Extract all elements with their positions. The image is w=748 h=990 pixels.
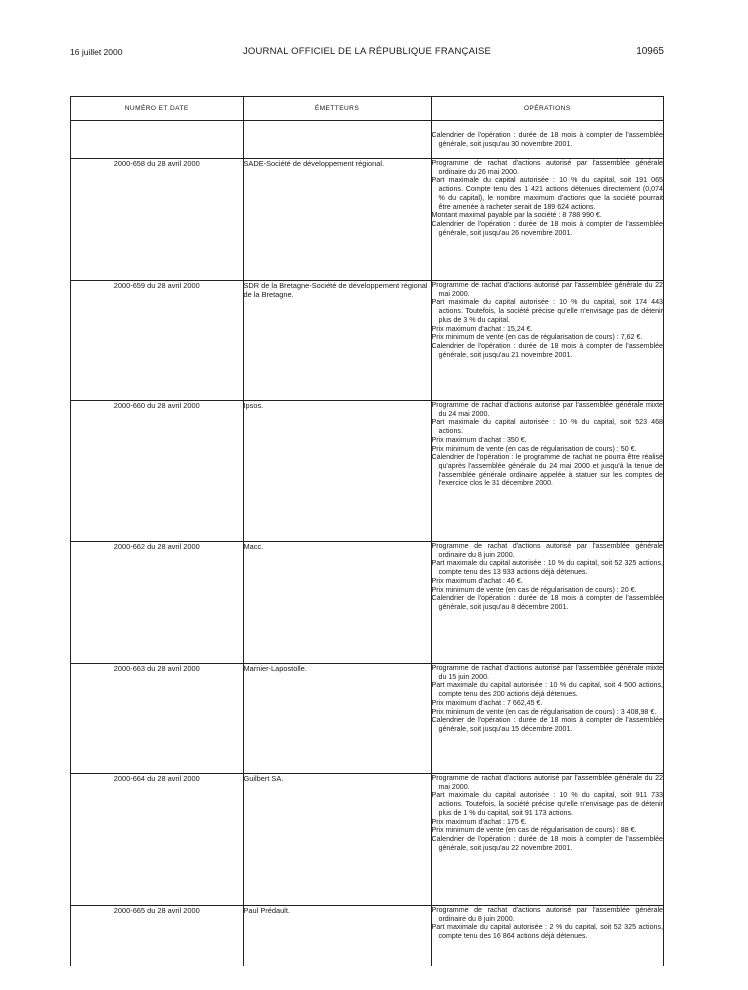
column-header-emetteurs: ÉMETTEURS — [243, 97, 431, 121]
cell-emetteur: Macc. — [243, 542, 431, 664]
operation-line: Programme de rachat d'actions autorisé par l'assemblée générale du 22 mai 2000. — [431, 774, 663, 791]
operation-line: Part maximale du capital autorisée : 10 % du capital, soit 523 468 actions. — [431, 418, 663, 436]
cell-numero-date: 2000-660 du 28 avril 2000 — [71, 401, 243, 542]
operation-line: Prix minimum de vente (en cas de régularisation de cours) : 3 408,98 €. — [431, 707, 657, 716]
table-row — [71, 281, 663, 401]
cell-operations — [431, 281, 663, 401]
table-row — [71, 542, 663, 664]
operation-line: Part maximale du capital autorisée : 2 % du capital, soit 52 325 actions, compte tenu des 16 864 actions déjà détenues. — [431, 923, 663, 941]
header-title: JOURNAL OFFICIEL DE LA RÉPUBLIQUE FRANÇAISE — [242, 46, 492, 57]
cell-emetteur — [243, 121, 431, 159]
operation-line: Part maximale du capital autorisée : 10 % du capital, soit 191 065 actions. Compte tenu des 1 421 actions détenues directement (0,074 % du capital), le nombre maximum d'actions que la société pourrait être amenée à racheter serait de 189 624 actions. — [431, 176, 663, 211]
operation-line: Prix maximum d'achat : 15,24 €. — [431, 324, 533, 333]
cell-emetteur: Guilbert SA. — [243, 774, 431, 906]
operations-table-frame — [70, 96, 664, 966]
operation-line: Programme de rachat d'actions autorisé par l'assemblée générale mixte du 24 mai 2000. — [431, 401, 663, 418]
operation-line: Part maximale du capital autorisée : 10 % du capital, soit 52 325 actions, compte tenu des 13 933 actions déjà détenues. — [431, 559, 663, 577]
cell-emetteur: SADE-Société de développement régional. — [243, 159, 431, 281]
table-row — [71, 774, 663, 906]
cell-numero-date: 2000-659 du 28 avril 2000 — [71, 281, 243, 401]
table-row — [71, 159, 663, 281]
table-header-row — [71, 97, 663, 121]
cell-numero-date — [71, 121, 243, 159]
table-row — [71, 121, 663, 159]
operation-line: Prix maximum d'achat : 7 662,45 €. — [431, 698, 543, 707]
operation-line: Prix minimum de vente (en cas de régularisation de cours) : 50 €. — [431, 444, 637, 453]
operation-line: Calendrier de l'opération : durée de 18 mois à compter de l'assemblée générale, soit jusqu'au 26 novembre 2001. — [431, 219, 663, 237]
operation-line: Programme de rachat d'actions autorisé par l'assemblée générale ordinaire du 8 juin 2000. — [431, 906, 663, 923]
operation-line: Calendrier de l'opération : le programme de rachat ne pourra être réalisé qu'après l'assemblée générale du 24 mai 2000 et jusqu'à la tenue de l'assemblée générale ordinaire appelée à statuer sur les comptes de l'exercice clos le 31 décembre 2000. — [431, 453, 663, 488]
cell-numero-date: 2000-665 du 28 avril 2000 — [113, 906, 200, 915]
operation-line: Calendrier de l'opération : durée de 18 mois à compter de l'assemblée générale, soit jusqu'au 15 décembre 2001. — [431, 716, 663, 733]
operation-line: Part maximale du capital autorisée : 10 % du capital, soit 4 500 actions, compte tenu des 200 actions déjà détenues. — [431, 681, 663, 699]
operation-line: Programme de rachat d'actions autorisé par l'assemblée générale ordinaire du 8 juin 2000. — [431, 542, 663, 559]
operations-table — [71, 97, 663, 966]
header-date: 16 juillet 2000 — [70, 47, 123, 57]
operation-line: Prix minimum de vente (en cas de régularisation de cours) : 88 €. — [431, 826, 637, 835]
operation-line: Part maximale du capital autorisée : 10 % du capital, soit 911 733 actions. Toutefois, la société précise qu'elle n'envisage pas de détenir plus de 1 % du capital, soit 91 173 actions. — [431, 791, 663, 817]
column-header-operations: OPÉRATIONS — [431, 97, 663, 121]
operation-line: Programme de rachat d'actions autorisé par l'assemblée générale du 22 mai 2000. — [431, 281, 663, 298]
cell-operations — [431, 542, 663, 664]
cell-numero-date: 2000-663 du 28 avril 2000 — [71, 664, 243, 774]
table-body — [71, 121, 663, 967]
operation-line: Prix minimum de vente (en cas de régularisation de cours) : 20 €. — [431, 585, 637, 594]
operation-line: Calendrier de l'opération : durée de 18 mois à compter de l'assemblée générale, soit jusqu'au 8 décembre 2001. — [431, 594, 663, 611]
operation-line: Prix maximum d'achat : 350 €. — [431, 435, 527, 444]
operation-line: Calendrier de l'opération : durée de 18 mois à compter de l'assemblée générale, soit jusqu'au 30 novembre 2001. — [431, 131, 663, 148]
operation-line: Programme de rachat d'actions autorisé par l'assemblée générale mixte du 15 juin 2000. — [431, 664, 663, 681]
table-row — [71, 401, 663, 542]
cell-operations — [431, 906, 663, 967]
cell-operations — [431, 159, 663, 281]
cell-emetteur: Marnier-Lapostolle. — [243, 664, 431, 774]
cell-numero-date: 2000-662 du 28 avril 2000 — [71, 542, 243, 664]
cell-operations — [431, 774, 663, 906]
cell-emetteur: SDR de la Bretagne-Société de développement régional de la Bretagne. — [243, 281, 431, 401]
operation-line: Calendrier de l'opération : durée de 18 mois à compter de l'assemblée générale, soit jusqu'au 21 novembre 2001. — [431, 341, 663, 359]
operation-line: Prix maximum d'achat : 46 €. — [431, 576, 523, 585]
cell-operations — [431, 664, 663, 774]
cell-operations — [431, 401, 663, 542]
table-row — [71, 906, 663, 967]
operation-line: Programme de rachat d'actions autorisé par l'assemblée générale ordinaire du 26 mai 2000. — [431, 159, 663, 176]
page-header — [70, 44, 664, 60]
operation-line: Prix minimum de vente (en cas de régularisation de cours) : 7,62 €. — [431, 333, 643, 342]
cell-numero-date: 2000-658 du 28 avril 2000 — [71, 159, 243, 281]
operation-line: Prix maximum d'achat : 175 €. — [431, 817, 527, 826]
table-row — [71, 664, 663, 774]
cell-emetteur: Ipsos. — [243, 401, 431, 542]
operation-line: Calendrier de l'opération : durée de 18 mois à compter de l'assemblée générale, soit jusqu'au 22 novembre 2001. — [431, 834, 663, 852]
cell-numero-date: 2000-664 du 28 avril 2000 — [71, 774, 243, 906]
column-header-numero: NUMÉRO ET DATE — [71, 97, 243, 121]
operation-line: Part maximale du capital autorisée : 10 % du capital, soit 174 443 actions. Toutefois, la société précise qu'elle n'envisage pas de détenir plus de 3 % du capital. — [431, 298, 663, 324]
cell-emetteur: Paul Prédault. — [243, 906, 431, 967]
header-page-number: 10965 — [636, 46, 664, 57]
cell-operations — [431, 121, 663, 159]
operation-line: Montant maximal payable par la société : 8 788 990 €. — [431, 211, 602, 220]
